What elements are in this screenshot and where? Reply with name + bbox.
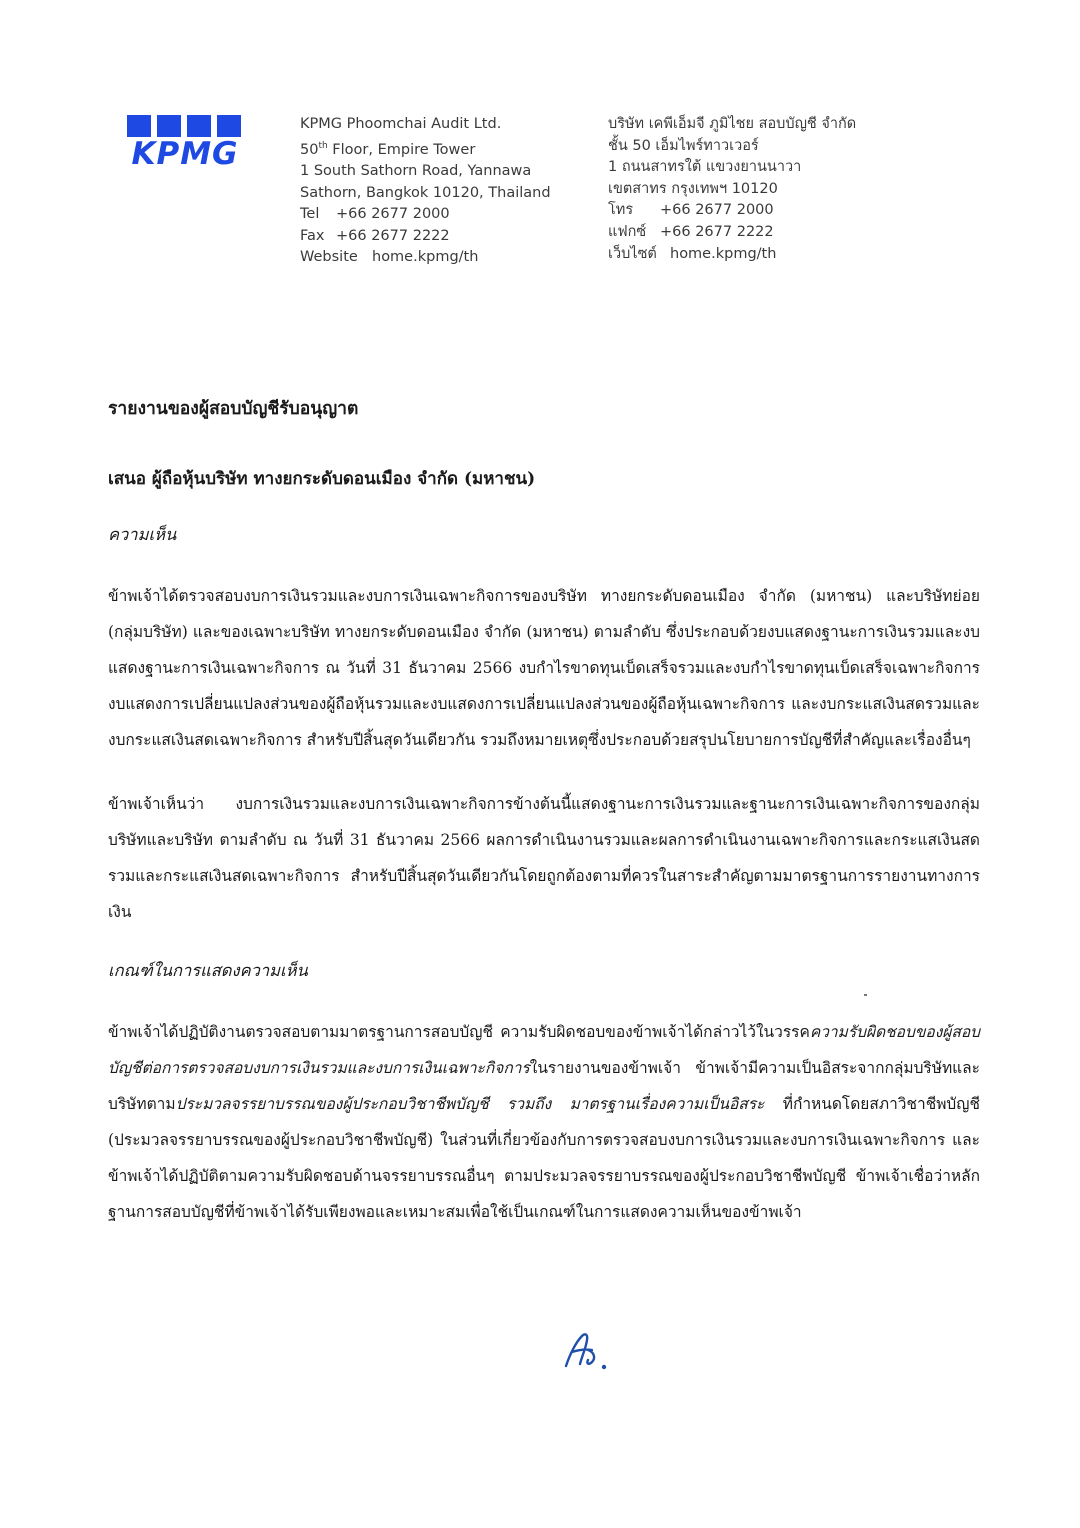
tel-row-en (300, 204, 551, 226)
fax-label-th: แฟกซ์ (608, 223, 647, 240)
signature-initials (558, 1330, 614, 1374)
floor-rest: Floor, Empire Tower (327, 141, 476, 158)
address-city-en: Sathorn, Bangkok 10120, Thailand (300, 184, 551, 201)
basis-paragraph (108, 1014, 980, 1230)
web-label-en: Website (300, 249, 358, 266)
logo-wordmark: KPMG (131, 136, 239, 170)
tel-label-th: โทร (608, 202, 634, 219)
web-row-th (608, 244, 856, 266)
fax-value-en: +66 2677 2222 (336, 227, 450, 244)
basis-text-2: ในรายงานของข้าพเจ้า ข้าพเจ้ามีความเป็นอิสระจากกลุ่มบริษัทและบริษัทตาม (108, 1059, 980, 1113)
tel-label-en: Tel (300, 206, 320, 223)
report-title: รายงานของผู้สอบบัญชีรับอนุญาต (108, 399, 359, 419)
report-body (108, 396, 980, 1258)
company-name-en: KPMG Phoomchai Audit Ltd. (300, 116, 502, 132)
address-english (300, 114, 551, 269)
basis-italic-2: ประมวลจรรยาบรรณของผู้ประกอบวิชาชีพบัญชี รวมถึง มาตรฐานเรื่องความเป็นอิสระ (175, 1095, 765, 1113)
address-street-th: 1 ถนนสาทรใต้ แขวงยานนาวา (608, 159, 802, 176)
tel-value-en: +66 2677 2000 (336, 206, 450, 223)
opinion-paragraph-1: ข้าพเจ้าได้ตรวจสอบงบการเงินรวมและงบการเงินเฉพาะกิจการของบริษัท ทางยกระดับดอนเมือง จำกัด (มหาชน) และบริษัทย่อย (กลุ่มบริษัท) และของเฉพาะบริษัท ทางยกระดับดอนเมือง จำกัด (มหาชน) ตามลำดับ ซึ่งประกอบด้วยงบแสดงฐานะการเงินรวมและงบแสดงฐานะการเงินเฉพาะกิจการ ณ วันที่ 31 ธันวาคม 2566 งบกำไรขาดทุนเบ็ดเสร็จรวมและงบกำไรขาดทุนเบ็ดเสร็จเฉพาะกิจการ งบแสดงการเปลี่ยนแปลงส่วนของผู้ถือหุ้นรวมและงบแสดงการเปลี่ยนแปลงส่วนของผู้ถือหุ้นเฉพาะกิจการ และงบกระแสเงินสดรวมและงบกระแสเงินสดเฉพาะกิจการ สำหรับปีสิ้นสุดวันเดียวกัน รวมถึงหมายเหตุซึ่งประกอบด้วยสรุปนโยบายการบัญชีที่สำคัญและเรื่องอื่นๆ (108, 587, 980, 749)
web-row-en (300, 247, 551, 269)
floor-suffix: th (318, 140, 328, 151)
address-floor-en (300, 136, 551, 161)
section-heading-opinion: ความเห็น (108, 525, 177, 544)
logo-boxes (127, 115, 241, 137)
address-floor-th: ชั้น 50 เอ็มไพร์ทาวเวอร์ (608, 137, 759, 154)
fax-row-en (300, 226, 551, 248)
fax-value-th: +66 2677 2222 (660, 223, 774, 240)
opinion-paragraph-2: ข้าพเจ้าเห็นว่า งบการเงินรวมและงบการเงินเฉพาะกิจการข้างต้นนี้แสดงฐานะการเงินรวมและฐานะการเงินเฉพาะกิจการของกลุ่มบริษัทและบริษัท ตามลำดับ ณ วันที่ 31 ธันวาคม 2566 ผลการดำเนินงานรวมและผลการดำเนินงานเฉพาะกิจการและกระแสเงินสดรวมและกระแสเงินสดเฉพาะกิจการ สำหรับปีสิ้นสุดวันเดียวกันโดยถูกต้องตามที่ควรในสาระสำคัญตามมาตรฐานการรายงานทางการเงิน (108, 795, 980, 921)
basis-italic-1: ความรับผิดชอบของผู้สอบบัญชีต่อการตรวจสอบงบการเงินรวมและงบการเงินเฉพาะกิจการ (108, 1023, 980, 1077)
report-addressee: เสนอ ผู้ถือหุ้นบริษัท ทางยกระดับดอนเมือง จำกัด (มหาชน) (108, 469, 536, 489)
tel-value-th: +66 2677 2000 (660, 202, 774, 219)
web-value-en: home.kpmg/th (372, 249, 479, 266)
scan-speck (864, 994, 867, 996)
tel-row-th (608, 200, 856, 222)
kpmg-logo (120, 114, 250, 170)
address-city-th: เขตสาทร กรุงเทพฯ 10120 (608, 180, 778, 197)
section-heading-basis: เกณฑ์ในการแสดงความเห็น (108, 961, 308, 980)
fax-row-th (608, 222, 856, 244)
basis-text-1: ข้าพเจ้าได้ปฏิบัติงานตรวจสอบตามมาตรฐานการสอบบัญชี ความรับผิดชอบของข้าพเจ้าได้กล่าวไว้ในวรรค (108, 1023, 810, 1041)
address-thai (608, 114, 856, 265)
floor-number: 50 (300, 141, 319, 158)
company-name-th: บริษัท เคพีเอ็มจี ภูมิไชย สอบบัญชี จำกัด (608, 116, 857, 132)
fax-label-en: Fax (300, 227, 325, 244)
web-label-th: เว็บไซต์ (608, 245, 657, 262)
basis-text-3: ที่กำหนดโดยสภาวิชาชีพบัญชี (ประมวลจรรยาบรรณของผู้ประกอบวิชาชีพบัญชี) ในส่วนที่เกี่ยวข้องกับการตรวจสอบงบการเงินรวมและงบการเงินเฉพาะกิจการ และข้าพเจ้าได้ปฏิบัติตามความรับผิดชอบด้านจรรยาบรรณอื่นๆ ตามประมวลจรรยาบรรณของผู้ประกอบวิชาชีพบัญชี ข้าพเจ้าเชื่อว่าหลักฐานการสอบบัญชีที่ข้าพเจ้าได้รับเพียงพอและเหมาะสมเพื่อใช้เป็นเกณฑ์ในการแสดงความเห็นของข้าพเจ้า (108, 1095, 980, 1221)
address-street-en: 1 South Sathorn Road, Yannawa (300, 163, 532, 180)
web-value-th: home.kpmg/th (670, 245, 777, 262)
